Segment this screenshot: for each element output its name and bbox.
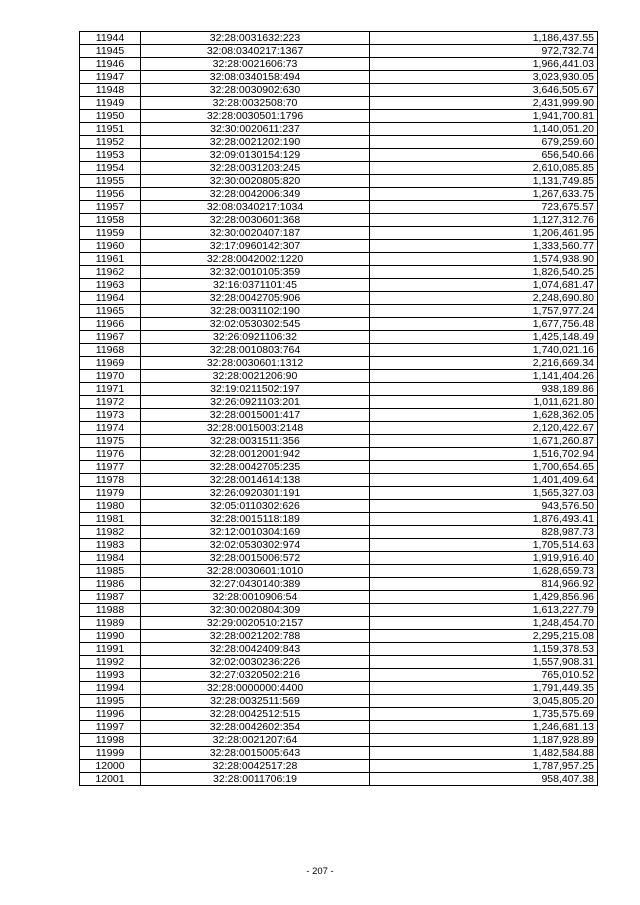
amount-cell: 1,074,681.47 xyxy=(370,279,598,292)
table-row xyxy=(80,435,598,448)
cadastral-number-cell: 32:26:0920301:191 xyxy=(141,487,370,500)
table-row xyxy=(80,578,598,591)
table-row xyxy=(80,58,598,71)
amount-cell: 723,675.57 xyxy=(370,201,598,214)
cadastral-number-cell: 32:08:0340217:1034 xyxy=(141,201,370,214)
cadastral-number-cell: 32:28:0032508:70 xyxy=(141,97,370,110)
cadastral-number-cell: 32:32:0010105:359 xyxy=(141,266,370,279)
amount-cell: 1,401,409.64 xyxy=(370,474,598,487)
table-row xyxy=(80,227,598,240)
table-row xyxy=(80,500,598,513)
amount-cell: 1,787,957.25 xyxy=(370,760,598,773)
amount-cell: 1,425,148.49 xyxy=(370,331,598,344)
cadastral-number-cell: 32:28:0032511:569 xyxy=(141,695,370,708)
cadastral-number-cell: 32:30:0020611:237 xyxy=(141,123,370,136)
row-number-cell: 11968 xyxy=(80,344,141,357)
row-number-cell: 11981 xyxy=(80,513,141,526)
amount-cell: 679,259.60 xyxy=(370,136,598,149)
cadastral-number-cell: 32:28:0031203:245 xyxy=(141,162,370,175)
cadastral-number-cell: 32:28:0011706:19 xyxy=(141,773,370,786)
page-number: - 207 - xyxy=(306,866,334,877)
table-row xyxy=(80,97,598,110)
amount-cell: 1,628,362.05 xyxy=(370,409,598,422)
table-row xyxy=(80,630,598,643)
amount-cell: 1,206,461.95 xyxy=(370,227,598,240)
row-number-cell: 11998 xyxy=(80,734,141,747)
cadastral-number-cell: 32:27:0430140:389 xyxy=(141,578,370,591)
table-row xyxy=(80,656,598,669)
cadastral-number-cell: 32:28:0000000:4400 xyxy=(141,682,370,695)
amount-cell: 1,735,575.69 xyxy=(370,708,598,721)
cadastral-number-cell: 32:28:0031632:223 xyxy=(141,32,370,45)
row-number-cell: 11982 xyxy=(80,526,141,539)
amount-cell: 1,246,681.13 xyxy=(370,721,598,734)
amount-cell: 3,023,930.05 xyxy=(370,71,598,84)
cadastral-number-cell: 32:02:0530302:545 xyxy=(141,318,370,331)
table-row xyxy=(80,266,598,279)
amount-cell: 2,610,085.85 xyxy=(370,162,598,175)
amount-cell: 1,565,327.03 xyxy=(370,487,598,500)
row-number-cell: 11996 xyxy=(80,708,141,721)
table-row xyxy=(80,175,598,188)
table-row xyxy=(80,383,598,396)
row-number-cell: 11948 xyxy=(80,84,141,97)
row-number-cell: 11973 xyxy=(80,409,141,422)
row-number-cell: 11977 xyxy=(80,461,141,474)
amount-cell: 1,876,493.41 xyxy=(370,513,598,526)
row-number-cell: 11966 xyxy=(80,318,141,331)
row-number-cell: 11965 xyxy=(80,305,141,318)
table-row xyxy=(80,747,598,760)
amount-cell: 1,677,756.48 xyxy=(370,318,598,331)
table-row xyxy=(80,487,598,500)
amount-cell: 814,966.92 xyxy=(370,578,598,591)
table-row xyxy=(80,695,598,708)
cadastral-number-cell: 32:28:0015006:572 xyxy=(141,552,370,565)
row-number-cell: 11963 xyxy=(80,279,141,292)
row-number-cell: 11993 xyxy=(80,669,141,682)
amount-cell: 1,919,916.40 xyxy=(370,552,598,565)
amount-cell: 1,011,621.80 xyxy=(370,396,598,409)
amount-cell: 1,557,908.31 xyxy=(370,656,598,669)
table-row xyxy=(80,214,598,227)
cadastral-number-cell: 32:28:0042705:235 xyxy=(141,461,370,474)
row-number-cell: 11947 xyxy=(80,71,141,84)
amount-cell: 1,267,633.75 xyxy=(370,188,598,201)
row-number-cell: 11961 xyxy=(80,253,141,266)
amount-cell: 1,966,441.03 xyxy=(370,58,598,71)
cadastral-number-cell: 32:28:0030501:1796 xyxy=(141,110,370,123)
table-row xyxy=(80,71,598,84)
table-row xyxy=(80,32,598,45)
amount-cell: 1,826,540.25 xyxy=(370,266,598,279)
row-number-cell: 12000 xyxy=(80,760,141,773)
table-row xyxy=(80,110,598,123)
row-number-cell: 11972 xyxy=(80,396,141,409)
table-row xyxy=(80,136,598,149)
table-row xyxy=(80,708,598,721)
table-row xyxy=(80,396,598,409)
amount-cell: 1,333,560.77 xyxy=(370,240,598,253)
row-number-cell: 11964 xyxy=(80,292,141,305)
table-row xyxy=(80,552,598,565)
cadastral-number-cell: 32:28:0015003:2148 xyxy=(141,422,370,435)
row-number-cell: 11999 xyxy=(80,747,141,760)
row-number-cell: 11944 xyxy=(80,32,141,45)
amount-cell: 828,987.73 xyxy=(370,526,598,539)
row-number-cell: 11984 xyxy=(80,552,141,565)
cadastral-number-cell: 32:28:0021202:788 xyxy=(141,630,370,643)
row-number-cell: 11958 xyxy=(80,214,141,227)
cadastral-number-cell: 32:28:0010906:54 xyxy=(141,591,370,604)
amount-cell: 1,159,378.53 xyxy=(370,643,598,656)
amount-cell: 1,757,977.24 xyxy=(370,305,598,318)
cadastral-number-cell: 32:17:0960142:307 xyxy=(141,240,370,253)
table-row xyxy=(80,513,598,526)
table-row xyxy=(80,448,598,461)
amount-cell: 1,740,021.16 xyxy=(370,344,598,357)
table-row xyxy=(80,734,598,747)
row-number-cell: 11950 xyxy=(80,110,141,123)
cadastral-number-cell: 32:28:0031102:190 xyxy=(141,305,370,318)
row-number-cell: 11962 xyxy=(80,266,141,279)
amount-cell: 1,127,312.76 xyxy=(370,214,598,227)
cadastral-number-cell: 32:28:0021606:73 xyxy=(141,58,370,71)
row-number-cell: 11992 xyxy=(80,656,141,669)
row-number-cell: 11978 xyxy=(80,474,141,487)
table-row xyxy=(80,162,598,175)
row-number-cell: 11953 xyxy=(80,149,141,162)
cadastral-number-cell: 32:28:0042602:354 xyxy=(141,721,370,734)
row-number-cell: 11955 xyxy=(80,175,141,188)
cadastral-number-cell: 32:28:0042512:515 xyxy=(141,708,370,721)
row-number-cell: 11995 xyxy=(80,695,141,708)
row-number-cell: 11959 xyxy=(80,227,141,240)
table-row xyxy=(80,201,598,214)
table-row xyxy=(80,331,598,344)
cadastral-number-cell: 32:08:0340158:494 xyxy=(141,71,370,84)
table-row xyxy=(80,617,598,630)
cadastral-number-cell: 32:28:0021207:64 xyxy=(141,734,370,747)
row-number-cell: 11994 xyxy=(80,682,141,695)
table-row xyxy=(80,292,598,305)
table-row xyxy=(80,604,598,617)
cadastral-number-cell: 32:16:0371101:45 xyxy=(141,279,370,292)
cadastral-number-cell: 32:28:0015118:189 xyxy=(141,513,370,526)
cadastral-number-cell: 32:08:0340217:1367 xyxy=(141,45,370,58)
table-row xyxy=(80,526,598,539)
amount-cell: 1,131,749.85 xyxy=(370,175,598,188)
table-row xyxy=(80,760,598,773)
cadastral-number-cell: 32:28:0021206:90 xyxy=(141,370,370,383)
amount-cell: 1,574,938.90 xyxy=(370,253,598,266)
table-row xyxy=(80,279,598,292)
cadastral-number-cell: 32:12:0010304:169 xyxy=(141,526,370,539)
table-row xyxy=(80,240,598,253)
cadastral-number-cell: 32:09:0130154:129 xyxy=(141,149,370,162)
table-row xyxy=(80,188,598,201)
table-row xyxy=(80,565,598,578)
row-number-cell: 11946 xyxy=(80,58,141,71)
amount-cell: 1,613,227.79 xyxy=(370,604,598,617)
cadastral-number-cell: 32:28:0042002:1220 xyxy=(141,253,370,266)
amount-cell: 2,216,669.34 xyxy=(370,357,598,370)
row-number-cell: 11967 xyxy=(80,331,141,344)
row-number-cell: 11970 xyxy=(80,370,141,383)
amount-cell: 2,248,690.80 xyxy=(370,292,598,305)
amount-cell: 1,941,700.81 xyxy=(370,110,598,123)
amount-cell: 1,628,659.73 xyxy=(370,565,598,578)
table-row xyxy=(80,591,598,604)
cadastral-number-cell: 32:28:0015001:417 xyxy=(141,409,370,422)
row-number-cell: 11986 xyxy=(80,578,141,591)
amount-cell: 2,295,215.08 xyxy=(370,630,598,643)
amount-cell: 765,010.52 xyxy=(370,669,598,682)
table-row xyxy=(80,721,598,734)
amount-cell: 1,187,928.89 xyxy=(370,734,598,747)
cadastral-number-cell: 32:28:0021202:190 xyxy=(141,136,370,149)
cadastral-number-cell: 32:28:0042517:28 xyxy=(141,760,370,773)
cadastral-number-cell: 32:28:0030601:368 xyxy=(141,214,370,227)
row-number-cell: 11991 xyxy=(80,643,141,656)
amount-cell: 3,646,505.67 xyxy=(370,84,598,97)
amount-cell: 1,705,514.63 xyxy=(370,539,598,552)
table-row xyxy=(80,318,598,331)
table-row xyxy=(80,474,598,487)
row-number-cell: 11951 xyxy=(80,123,141,136)
table-row xyxy=(80,253,598,266)
table-row xyxy=(80,123,598,136)
cadastral-number-cell: 32:27:0320502:216 xyxy=(141,669,370,682)
row-number-cell: 11975 xyxy=(80,435,141,448)
amount-cell: 1,791,449.35 xyxy=(370,682,598,695)
amount-cell: 1,141,404.26 xyxy=(370,370,598,383)
cadastral-number-cell: 32:28:0042409:843 xyxy=(141,643,370,656)
amount-cell: 2,431,999.90 xyxy=(370,97,598,110)
cadastral-number-cell: 32:28:0012001:942 xyxy=(141,448,370,461)
row-number-cell: 11976 xyxy=(80,448,141,461)
cadastral-number-cell: 32:19:0211502:197 xyxy=(141,383,370,396)
amount-cell: 3,045,805.20 xyxy=(370,695,598,708)
amount-cell: 1,700,654.65 xyxy=(370,461,598,474)
row-number-cell: 11952 xyxy=(80,136,141,149)
table-row xyxy=(80,682,598,695)
table-row xyxy=(80,370,598,383)
table-row xyxy=(80,305,598,318)
cadastral-number-cell: 32:26:0921106:32 xyxy=(141,331,370,344)
cadastral-number-cell: 32:02:0030236:226 xyxy=(141,656,370,669)
cadastral-number-cell: 32:28:0042705:906 xyxy=(141,292,370,305)
table-body xyxy=(80,32,598,786)
amount-cell: 1,186,437.55 xyxy=(370,32,598,45)
row-number-cell: 11974 xyxy=(80,422,141,435)
row-number-cell: 11987 xyxy=(80,591,141,604)
amount-cell: 1,482,584.88 xyxy=(370,747,598,760)
table-row xyxy=(80,539,598,552)
amount-cell: 1,429,856.96 xyxy=(370,591,598,604)
cadastral-number-cell: 32:28:0030902:630 xyxy=(141,84,370,97)
table-row xyxy=(80,84,598,97)
row-number-cell: 11983 xyxy=(80,539,141,552)
row-number-cell: 11979 xyxy=(80,487,141,500)
cadastral-number-cell: 32:29:0020510:2157 xyxy=(141,617,370,630)
table-row xyxy=(80,669,598,682)
amount-cell: 958,407.38 xyxy=(370,773,598,786)
amount-cell: 656,540.66 xyxy=(370,149,598,162)
amount-cell: 1,248,454.70 xyxy=(370,617,598,630)
amount-cell: 1,140,051.20 xyxy=(370,123,598,136)
table-row xyxy=(80,643,598,656)
amount-cell: 938,189.86 xyxy=(370,383,598,396)
row-number-cell: 11971 xyxy=(80,383,141,396)
row-number-cell: 11988 xyxy=(80,604,141,617)
table-row xyxy=(80,422,598,435)
row-number-cell: 12001 xyxy=(80,773,141,786)
cadastral-number-cell: 32:26:0921103:201 xyxy=(141,396,370,409)
cadastral-number-cell: 32:05:0110302:626 xyxy=(141,500,370,513)
row-number-cell: 11956 xyxy=(80,188,141,201)
amount-cell: 972,732.74 xyxy=(370,45,598,58)
cadastral-number-cell: 32:30:0020804:309 xyxy=(141,604,370,617)
cadastral-number-cell: 32:02:0530302:974 xyxy=(141,539,370,552)
row-number-cell: 11969 xyxy=(80,357,141,370)
table-row xyxy=(80,409,598,422)
table-row xyxy=(80,461,598,474)
amount-cell: 943,576.50 xyxy=(370,500,598,513)
table-row xyxy=(80,344,598,357)
amount-cell: 1,671,260.87 xyxy=(370,435,598,448)
table-row xyxy=(80,149,598,162)
table-row xyxy=(80,773,598,786)
cadastral-number-cell: 32:28:0030601:1312 xyxy=(141,357,370,370)
amount-cell: 2,120,422.67 xyxy=(370,422,598,435)
row-number-cell: 11990 xyxy=(80,630,141,643)
cadastral-number-cell: 32:30:0020407:187 xyxy=(141,227,370,240)
row-number-cell: 11954 xyxy=(80,162,141,175)
table-row xyxy=(80,45,598,58)
row-number-cell: 11957 xyxy=(80,201,141,214)
data-table xyxy=(79,31,598,786)
cadastral-number-cell: 32:28:0014614:138 xyxy=(141,474,370,487)
cadastral-number-cell: 32:28:0010803:764 xyxy=(141,344,370,357)
table-row xyxy=(80,357,598,370)
cadastral-number-cell: 32:28:0031511:356 xyxy=(141,435,370,448)
cadastral-number-cell: 32:30:0020805:820 xyxy=(141,175,370,188)
row-number-cell: 11980 xyxy=(80,500,141,513)
row-number-cell: 11989 xyxy=(80,617,141,630)
amount-cell: 1,516,702.94 xyxy=(370,448,598,461)
cadastral-number-cell: 32:28:0015005:643 xyxy=(141,747,370,760)
row-number-cell: 11997 xyxy=(80,721,141,734)
cadastral-number-cell: 32:28:0030601:1010 xyxy=(141,565,370,578)
row-number-cell: 11949 xyxy=(80,97,141,110)
row-number-cell: 11945 xyxy=(80,45,141,58)
row-number-cell: 11985 xyxy=(80,565,141,578)
row-number-cell: 11960 xyxy=(80,240,141,253)
cadastral-number-cell: 32:28:0042006:349 xyxy=(141,188,370,201)
